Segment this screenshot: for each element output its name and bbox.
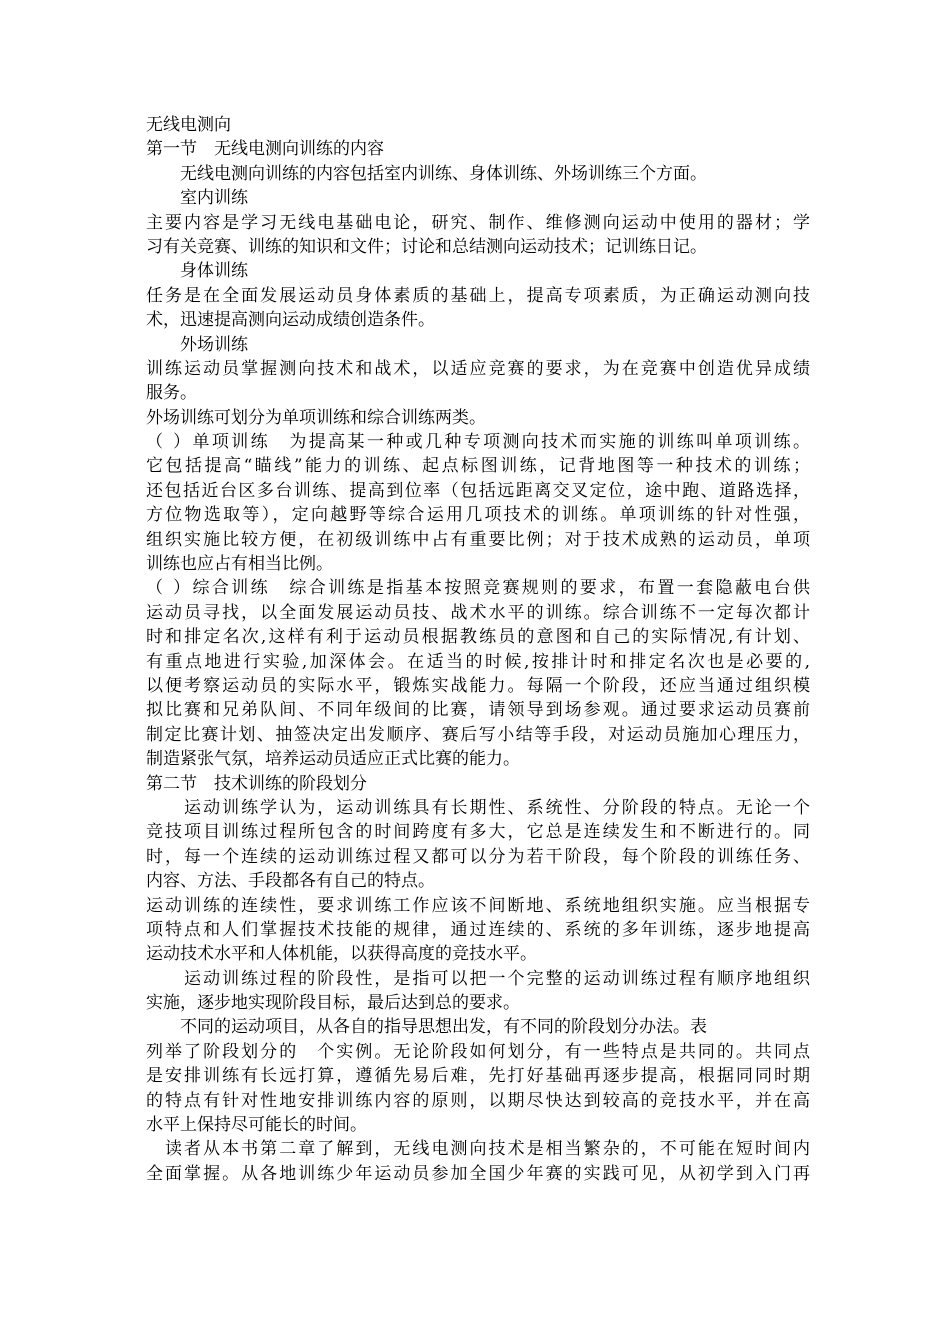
text-line: 还包括近台区多台训练、提高到位率（包括远距离交叉定位，途中跑、道路选择， (146, 480, 810, 501)
text-line: 第一节 无线电测向训练的内容 (146, 139, 384, 160)
text-line: 第二节 技术训练的阶段划分 (146, 773, 367, 794)
document-body (146, 113, 810, 1186)
text-line: 的特点有针对性地安排训练内容的原则，以期尽快达到较高的竞技水平，并在高 (146, 1090, 810, 1111)
text-line: 它包括提高“瞄线”能力的训练、起点标图训练，记背地图等一种技术的训练； (146, 456, 810, 477)
text-line: 方位物选取等），定向越野等综合运用几项技术的训练。单项训练的针对性强， (146, 505, 810, 526)
text-line: 制定比赛计划、抽签决定出发顺序、赛后写小结等手段，对运动员施加心理压力， (146, 724, 810, 745)
text-line: 无线电测向训练的内容包括室内训练、身体训练、外场训练三个方面。 (146, 163, 707, 184)
text-line: 运动技术水平和人体机能，以获得高度的竞技水平。 (146, 944, 537, 965)
text-line: 运动训练学认为，运动训练具有长期性、系统性、分阶段的特点。无论一个 (146, 797, 810, 818)
text-line: 项特点和人们掌握技术技能的规律，通过连续的、系统的多年训练，逐步地提高 (146, 919, 810, 940)
text-line: 无线电测向 (146, 115, 231, 135)
text-line: 训练也应占有相当比例。 (146, 554, 333, 575)
text-line: 是安排训练有长远打算，遵循先易后难，先打好基础再逐步提高，根据同同时期 (146, 1066, 810, 1087)
text-line: 实施，逐步地实现阶段目标，最后达到总的要求。 (146, 993, 520, 1014)
text-line: 不同的运动项目，从各自的指导思想出发，有不同的阶段划分办法。表 (146, 1017, 707, 1038)
text-line: 制造紧张气氛，培养运动员适应正式比赛的能力。 (146, 749, 520, 770)
text-line: 以便考察运动员的实际水平，锻炼实战能力。每隔一个阶段，还应当通过组织模 (146, 675, 810, 696)
text-line: （ ）综合训练 综合训练是指基本按照竞赛规则的要求，布置一套隐蔽电台供 (146, 578, 810, 599)
text-line: 时，每一个连续的运动训练过程又都可以分为若干阶段，每个阶段的训练任务、 (146, 846, 810, 867)
text-line: 竞技项目训练过程所包含的时间跨度有多大，它总是连续发生和不断进行的。同 (146, 822, 810, 843)
text-line: 室内训练 (146, 188, 248, 209)
text-line: 运动员寻找，以全面发展运动员技、战术水平的训练。综合训练不一定每次都计 (146, 602, 810, 623)
text-line: 习有关竞赛、训练的知识和文件；讨论和总结测向运动技术；记训练日记。 (146, 236, 707, 257)
text-line: 外场训练可划分为单项训练和综合训练两类。 (146, 407, 486, 428)
text-line: 有重点地进行实验,加深体会。在适当的时候,按排计时和排定名次也是必要的, (146, 651, 810, 672)
text-line: 拟比赛和兄弟队间、不同年级间的比赛，请领导到场参观。通过要求运动员赛前 (146, 700, 810, 721)
text-line: 运动训练过程的阶段性，是指可以把一个完整的运动训练过程有顺序地组织 (146, 968, 810, 989)
text-line: 全面掌握。从各地训练少年运动员参加全国少年赛的实践可见，从初学到入门再 (146, 1163, 810, 1184)
text-line: 身体训练 (146, 261, 248, 282)
text-line: 服务。 (146, 383, 197, 404)
text-line: （ ）单项训练 为提高某一种或几种专项测向技术而实施的训练叫单项训练。 (146, 432, 810, 453)
text-line: 术，迅速提高测向运动成绩创造条件。 (146, 310, 435, 331)
text-line: 列举了阶段划分的 个实例。无论阶段如何划分，有一些特点是共同的。共同点 (146, 1041, 810, 1062)
text-line: 内容、方法、手段都各有自己的特点。 (146, 871, 435, 892)
text-line: 读者从本书第二章了解到，无线电测向技术是相当繁杂的，不可能在短时间内 (146, 1139, 810, 1160)
text-line: 训练运动员掌握测向技术和战术，以适应竞赛的要求，为在竞赛中创造优异成绩 (146, 358, 810, 379)
text-line: 组织实施比较方便，在初级训练中占有重要比例；对于技术成熟的运动员，单项 (146, 529, 810, 550)
text-line: 外场训练 (146, 334, 248, 355)
text-line: 任务是在全面发展运动员身体素质的基础上，提高专项素质，为正确运动测向技 (146, 285, 810, 306)
text-line: 主要内容是学习无线电基础电论，研究、制作、维修测向运动中使用的器材；学 (146, 212, 810, 233)
text-line: 运动训练的连续性，要求训练工作应该不间断地、系统地组织实施。应当根据专 (146, 895, 810, 916)
text-line: 时和排定名次,这样有利于运动员根据教练员的意图和自己的实际情况,有计划、 (146, 627, 810, 648)
text-line: 水平上保持尽可能长的时间。 (146, 1115, 367, 1136)
